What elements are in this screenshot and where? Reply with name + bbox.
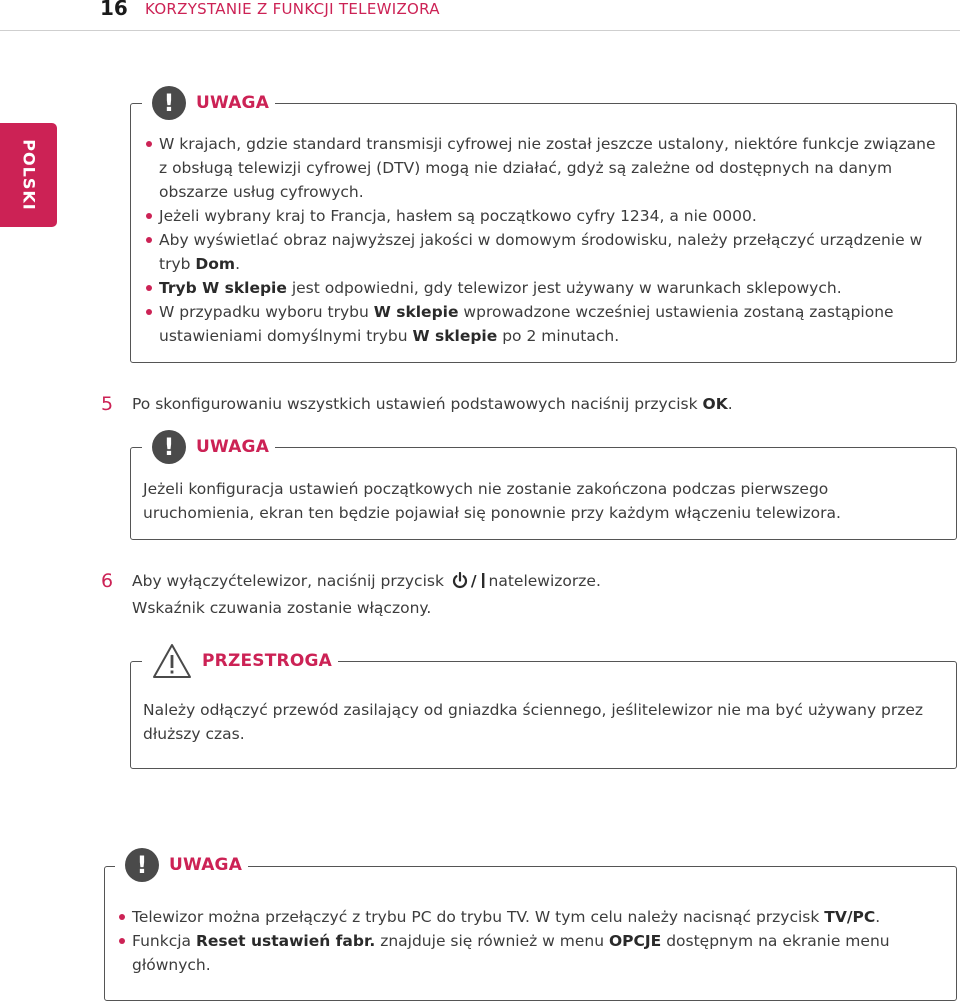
warning-triangle-icon: [152, 643, 192, 679]
bullet-bold: W sklepie: [373, 303, 459, 321]
bullet-bold: Tryb W sklepie: [159, 279, 287, 297]
caution-box-header: [142, 643, 338, 679]
bullet-text: .: [875, 908, 881, 926]
step-text: natelewizorze.: [488, 572, 601, 590]
note-box-3-title: UWAGA: [169, 855, 243, 875]
bullet-text: znajduje się również w menu: [375, 932, 609, 950]
list-item: [118, 905, 938, 929]
note-box-2-title: UWAGA: [196, 437, 270, 457]
step-6-line2: Wskaźnik czuwania zostanie włączony.: [132, 599, 432, 617]
bullet-text: Telewizor można przełączyć z trybu PC do trybu TV. W tym celu należy nacisnąć przycisk: [132, 908, 825, 926]
bullet-text: W krajach, gdzie standard transmisji cyfrowej nie został jeszcze ustalony, niektóre funkcje związane z obsługą telewizji cyfrowej (DTV) mogą nie działać, gdyż są zależne od dostępnych na danym obszarze usług cyfrowych.: [159, 135, 936, 201]
exclamation-icon: !: [152, 430, 186, 464]
step-5-number: 5: [101, 393, 114, 415]
note-box-3-header: [115, 848, 248, 882]
section-title: KORZYSTANIE Z FUNKCJI TELEWIZORA: [145, 0, 440, 18]
list-item: [118, 929, 938, 977]
step-5: [101, 391, 951, 418]
bullet-text: jest odpowiedni, gdy telewizor jest używany w warunkach sklepowych.: [286, 279, 842, 297]
step-5-text: [132, 391, 733, 418]
note-box-1-body: [145, 132, 945, 348]
bullet-bold: W sklepie: [412, 327, 498, 345]
note-box-1-title: UWAGA: [196, 93, 270, 113]
page-number: 16: [100, 0, 128, 20]
bullet-bold: OPCJE: [609, 932, 662, 950]
bullet-text: Funkcja: [132, 932, 196, 950]
exclamation-icon: !: [152, 86, 186, 120]
bullet-text: dostępnym na ekranie menu głównych.: [132, 932, 890, 974]
power-separator: /: [470, 572, 477, 590]
step-6-text: [132, 568, 601, 595]
step-text: Aby wyłączyćtelewizor, naciśnij przycisk: [132, 572, 449, 590]
language-tab: [0, 123, 57, 227]
bullet-text: .: [235, 255, 240, 273]
list-item: [145, 228, 945, 276]
bullet-text: W przypadku wyboru trybu: [159, 303, 374, 321]
step-6: [101, 568, 951, 622]
list-item: [145, 300, 945, 348]
step-text: Po skonfigurowaniu wszystkich ustawień podstawowych naciśnij przycisk: [132, 395, 703, 413]
language-tab-label: POLSKI: [19, 139, 39, 211]
note-box-1-list: [145, 132, 945, 348]
exclamation-icon: !: [125, 848, 159, 882]
list-item: [145, 132, 945, 204]
bullet-text: wprowadzone wcześniej ustawienia zostaną zastąpione ustawieniami domyślnymi trybu: [159, 303, 894, 345]
bullet-text: po 2 minutach.: [497, 327, 620, 345]
bullet-text: Aby wyświetlać obraz najwyższej jakości w domowym środowisku, należy przełączyć urządzenie w tryb: [159, 231, 923, 273]
note-box-2-body: Jeżeli konfiguracja ustawień początkowych nie zostanie zakończona podczas pierwszego uruchomienia, ekran ten będzie pojawiał się ponownie przy każdym włączeniu telewizora.: [143, 480, 841, 522]
note-box-3-list: [118, 905, 938, 977]
step-bold: OK: [702, 395, 728, 413]
header-divider: [0, 30, 960, 31]
bullet-text: Jeżeli wybrany kraj to Francja, hasłem są początkowo cyfry 1234, a nie 0000.: [159, 207, 757, 225]
caution-box-body: Należy odłączyć przewód zasilający od gniazdka ściennego, jeślitelewizor nie ma być używany przez dłuższy czas.: [143, 701, 924, 743]
list-item: [145, 276, 945, 300]
note-box-2-header: [142, 430, 275, 464]
list-item: [145, 204, 945, 228]
on-bar-icon: [480, 572, 486, 589]
bullet-bold: Dom: [195, 255, 236, 273]
bullet-bold: TV/PC: [824, 908, 876, 926]
power-icon: [452, 572, 468, 589]
bullet-bold: Reset ustawień fabr.: [195, 932, 376, 950]
note-box-3-body: [118, 905, 938, 977]
step-6-number: 6: [101, 570, 114, 592]
step-text-end: .: [727, 395, 733, 413]
caution-box-title: PRZESTROGA: [202, 651, 332, 671]
note-box-1-header: [142, 86, 275, 120]
